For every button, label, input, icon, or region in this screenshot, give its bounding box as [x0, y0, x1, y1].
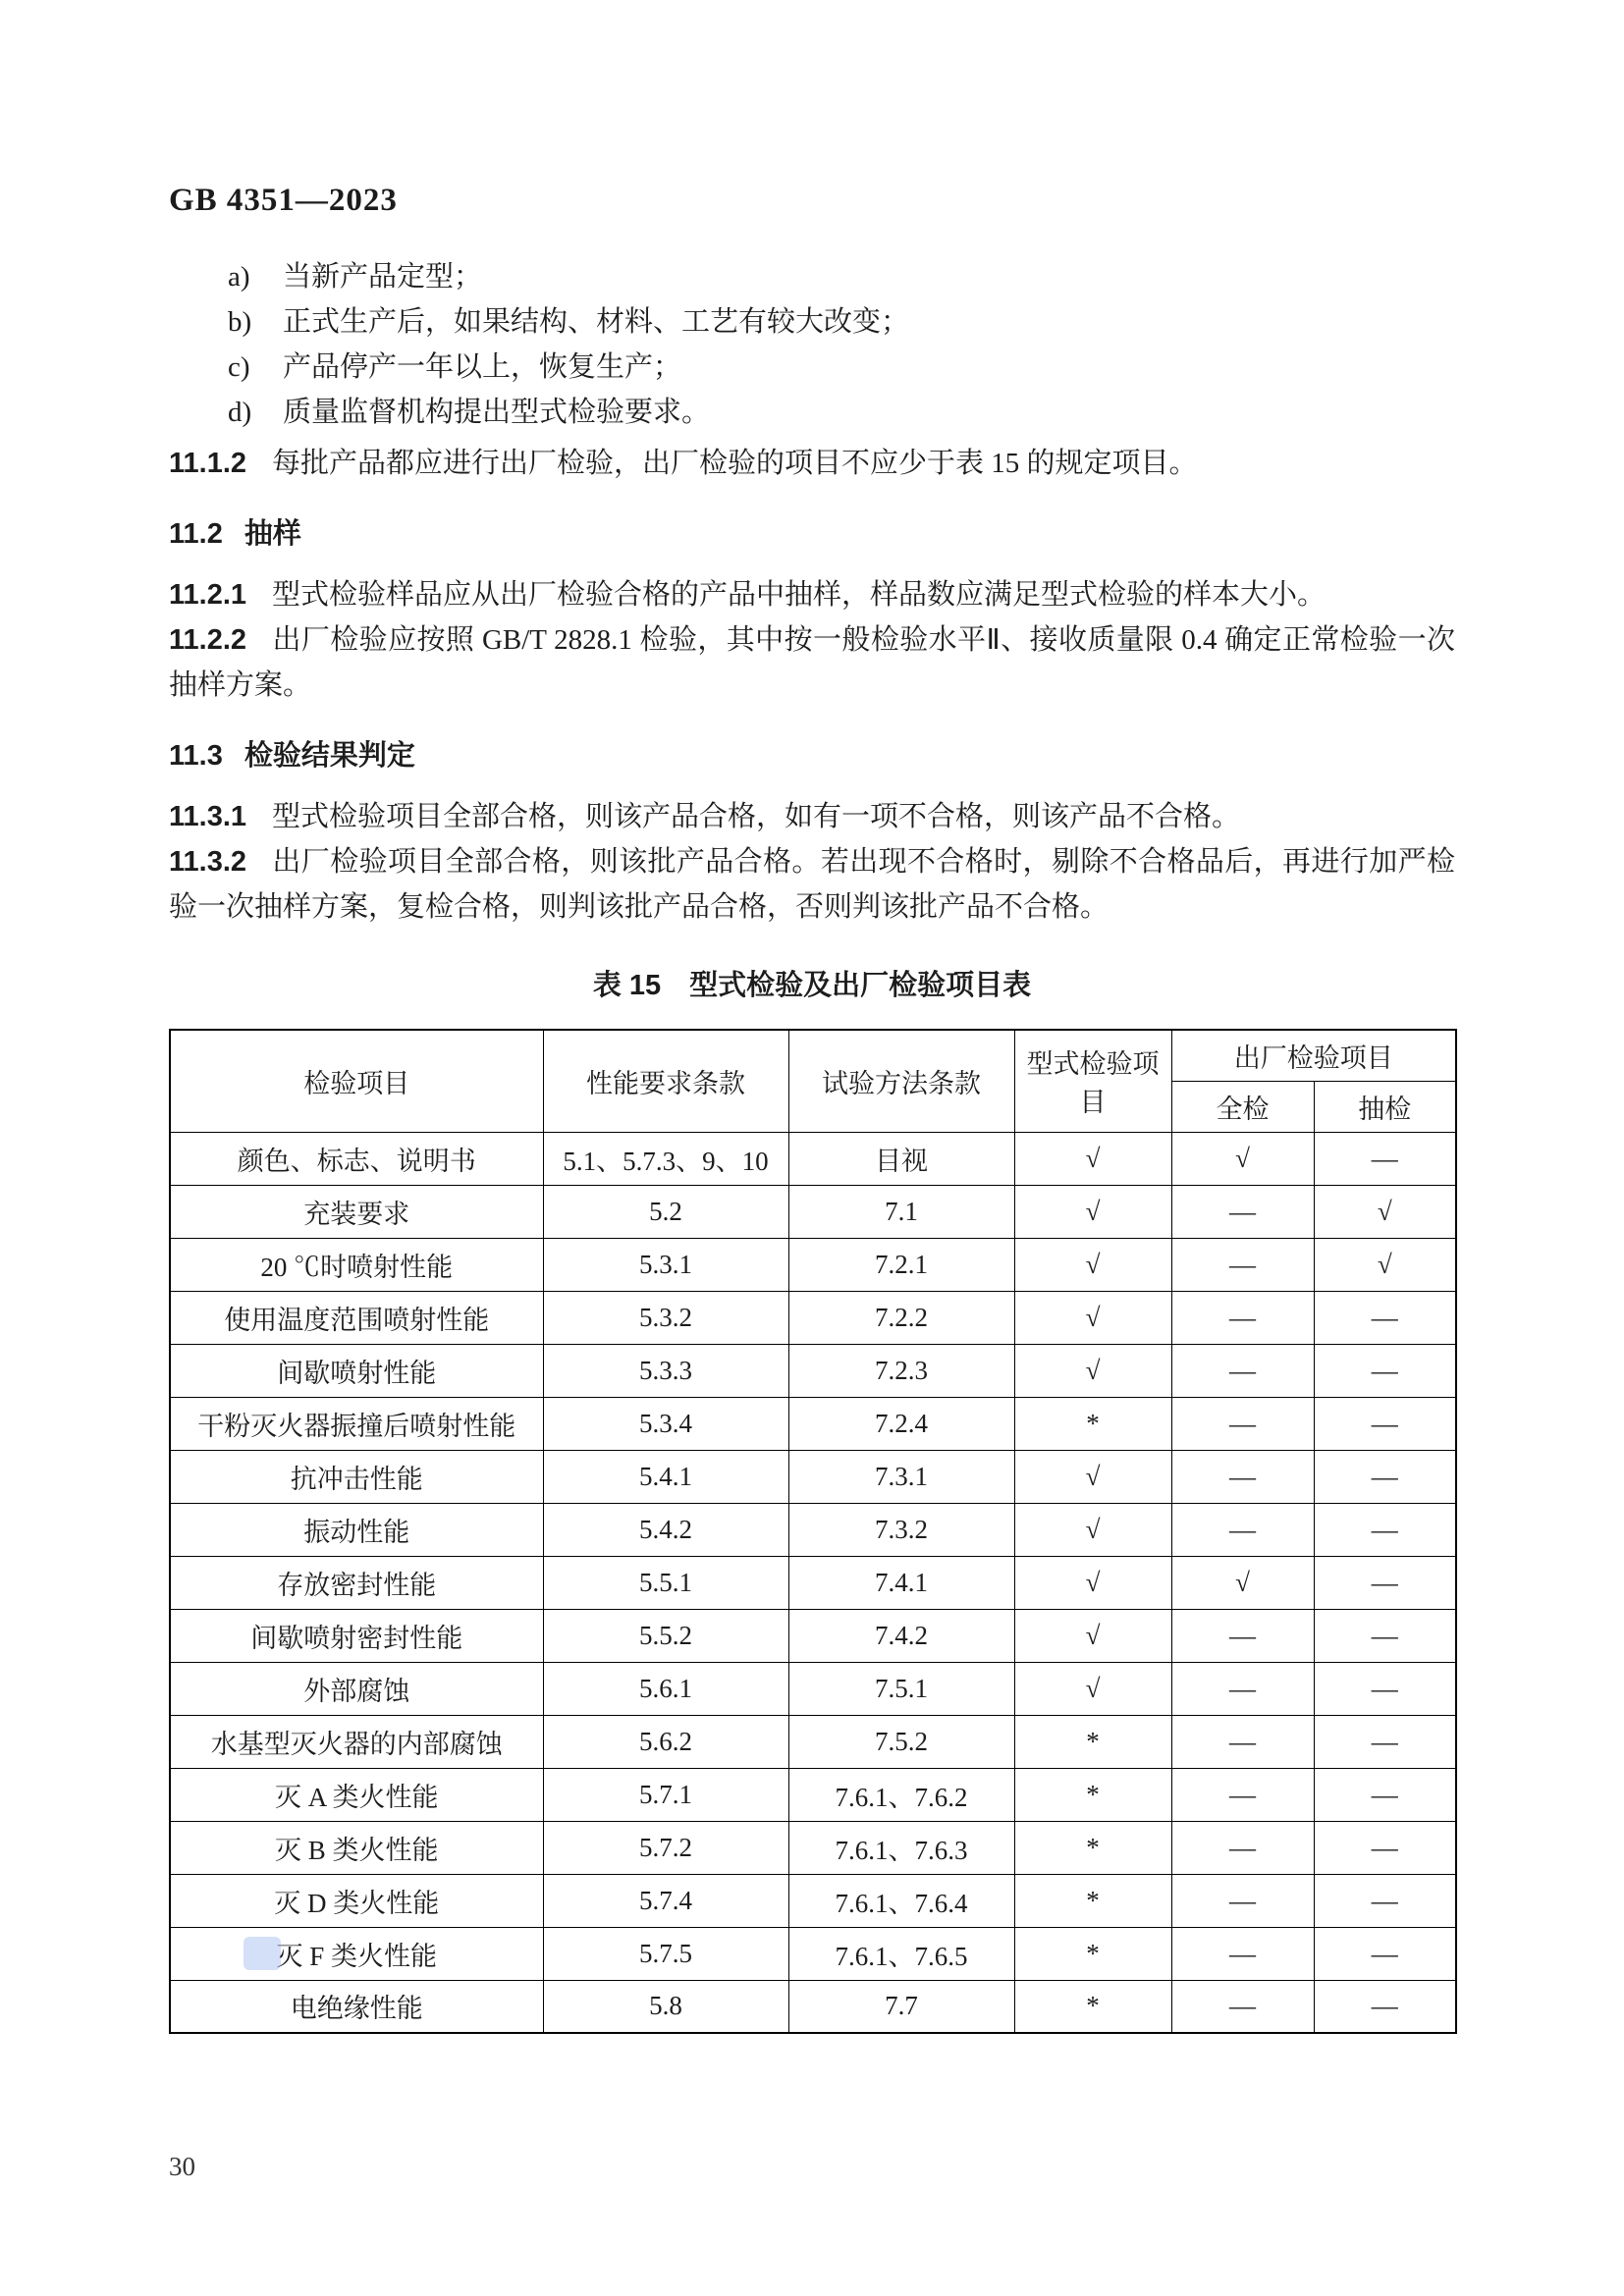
inspection-item-cell: 振动性能 [170, 1503, 543, 1556]
col-header-sampling-check: 抽检 [1314, 1081, 1456, 1132]
clause-paragraph [169, 839, 1455, 930]
table-row [170, 1768, 1456, 1821]
table-row [170, 1132, 1456, 1185]
test-method-clause-cell: 7.4.1 [788, 1556, 1014, 1609]
inspection-item-cell: 灭 D 类火性能 [170, 1874, 543, 1927]
full-check-cell: — [1171, 1768, 1314, 1821]
table-row [170, 1556, 1456, 1609]
clause-number: 11.3.2 [169, 846, 247, 878]
list-item-text: 质量监督机构提出型式检验要求。 [283, 397, 711, 428]
inspection-item-cell: 间歇喷射性能 [170, 1344, 543, 1397]
page-number: 30 [169, 2152, 195, 2181]
performance-clause-cell: 5.7.5 [543, 1927, 788, 1980]
table-row [170, 1185, 1456, 1238]
full-check-cell: — [1171, 1397, 1314, 1450]
table-row [170, 1238, 1456, 1291]
performance-clause-cell: 5.6.1 [543, 1662, 788, 1715]
table-header [170, 1030, 1456, 1132]
type-test-cell: √ [1014, 1344, 1171, 1397]
sampling-check-cell: — [1314, 1715, 1456, 1768]
full-check-cell: — [1171, 1662, 1314, 1715]
table-row [170, 1609, 1456, 1662]
type-test-cell: * [1014, 1768, 1171, 1821]
type-test-cell: √ [1014, 1291, 1171, 1344]
test-method-clause-cell: 7.2.4 [788, 1397, 1014, 1450]
table-row [170, 1874, 1456, 1927]
sampling-check-cell: — [1314, 1609, 1456, 1662]
performance-clause-cell: 5.7.2 [543, 1821, 788, 1874]
clause-number: 11.3.1 [169, 801, 247, 832]
performance-clause-cell: 5.4.1 [543, 1450, 788, 1503]
performance-clause-cell: 5.3.1 [543, 1238, 788, 1291]
sampling-check-cell: — [1314, 1662, 1456, 1715]
table-row [170, 1821, 1456, 1874]
clause-paragraph [169, 441, 1455, 486]
type-test-cell: * [1014, 1980, 1171, 2033]
clause-number: 11.2.2 [169, 624, 247, 656]
performance-clause-cell: 5.7.4 [543, 1874, 788, 1927]
performance-clause-cell: 5.8 [543, 1980, 788, 2033]
test-method-clause-cell: 7.4.2 [788, 1609, 1014, 1662]
inspection-item-cell: 水基型灭火器的内部腐蚀 [170, 1715, 543, 1768]
clause-number: 11.1.2 [169, 448, 247, 479]
test-method-clause-cell: 7.2.2 [788, 1291, 1014, 1344]
type-test-cell: * [1014, 1927, 1171, 1980]
clause-paragraph [169, 794, 1455, 839]
performance-clause-cell: 5.3.3 [543, 1344, 788, 1397]
sampling-check-cell: √ [1314, 1185, 1456, 1238]
performance-clause-cell: 5.5.1 [543, 1556, 788, 1609]
test-method-clause-cell: 7.6.1、7.6.2 [788, 1768, 1014, 1821]
type-test-cell: √ [1014, 1185, 1171, 1238]
clause-paragraph [169, 572, 1455, 617]
type-test-cell: √ [1014, 1450, 1171, 1503]
list-item [169, 254, 1455, 299]
col-header-inspection-item: 检验项目 [170, 1030, 543, 1132]
standard-number-header: GB 4351—2023 [169, 183, 398, 218]
full-check-cell: — [1171, 1609, 1314, 1662]
type-test-cell: * [1014, 1874, 1171, 1927]
inspection-item-cell: 间歇喷射密封性能 [170, 1609, 543, 1662]
list-marker: c) [228, 351, 250, 383]
full-check-cell: — [1171, 1874, 1314, 1927]
clause-text: 型式检验项目全部合格，则该产品合格，如有一项不合格，则该产品不合格。 [272, 801, 1241, 832]
test-method-clause-cell: 7.3.1 [788, 1450, 1014, 1503]
full-check-cell: — [1171, 1821, 1314, 1874]
sampling-check-cell: — [1314, 1344, 1456, 1397]
sampling-check-cell: — [1314, 1927, 1456, 1980]
sampling-check-cell: — [1314, 1503, 1456, 1556]
full-check-cell: — [1171, 1344, 1314, 1397]
clause-number: 11.2.1 [169, 579, 247, 611]
section-heading [169, 733, 1455, 778]
table-row [170, 1397, 1456, 1450]
table-row [170, 1503, 1456, 1556]
type-test-cell: √ [1014, 1556, 1171, 1609]
test-method-clause-cell: 目视 [788, 1132, 1014, 1185]
enumeration-list [169, 254, 1455, 435]
performance-clause-cell: 5.6.2 [543, 1715, 788, 1768]
full-check-cell: — [1171, 1238, 1314, 1291]
list-marker: d) [228, 397, 252, 428]
inspection-item-cell: 电绝缘性能 [170, 1980, 543, 2033]
section-heading [169, 511, 1455, 557]
performance-clause-cell: 5.3.2 [543, 1291, 788, 1344]
performance-clause-cell: 5.5.2 [543, 1609, 788, 1662]
full-check-cell: — [1171, 1503, 1314, 1556]
sampling-check-cell: — [1314, 1132, 1456, 1185]
list-item-text: 产品停产一年以上，恢复生产； [283, 351, 682, 383]
type-test-cell: √ [1014, 1609, 1171, 1662]
sampling-check-cell: — [1314, 1874, 1456, 1927]
sampling-check-cell: — [1314, 1821, 1456, 1874]
sampling-check-cell: — [1314, 1450, 1456, 1503]
table-body [170, 1132, 1456, 2033]
inspection-item-cell: 外部腐蚀 [170, 1662, 543, 1715]
test-method-clause-cell: 7.1 [788, 1185, 1014, 1238]
test-method-clause-cell: 7.6.1、7.6.3 [788, 1821, 1014, 1874]
full-check-cell: — [1171, 1715, 1314, 1768]
performance-clause-cell: 5.3.4 [543, 1397, 788, 1450]
sampling-check-cell: — [1314, 1556, 1456, 1609]
table-row [170, 1450, 1456, 1503]
table-row [170, 1715, 1456, 1768]
full-check-cell: — [1171, 1980, 1314, 2033]
clause-number: 11.3 [169, 740, 223, 772]
full-check-cell: — [1171, 1927, 1314, 1980]
inspection-item-cell: 颜色、标志、说明书 [170, 1132, 543, 1185]
test-method-clause-cell: 7.5.1 [788, 1662, 1014, 1715]
clause-text: 型式检验样品应从出厂检验合格的产品中抽样，样品数应满足型式检验的样本大小。 [272, 579, 1326, 611]
type-test-cell: * [1014, 1821, 1171, 1874]
inspection-item-cell: 抗冲击性能 [170, 1450, 543, 1503]
type-test-cell: * [1014, 1397, 1171, 1450]
test-method-clause-cell: 7.3.2 [788, 1503, 1014, 1556]
test-method-clause-cell: 7.2.1 [788, 1238, 1014, 1291]
type-test-cell: √ [1014, 1503, 1171, 1556]
performance-clause-cell: 5.4.2 [543, 1503, 788, 1556]
sampling-check-cell: — [1314, 1980, 1456, 2033]
col-header-full-check: 全检 [1171, 1081, 1314, 1132]
list-marker: a) [228, 261, 250, 293]
table-row [170, 1927, 1456, 1980]
full-check-cell: — [1171, 1450, 1314, 1503]
list-marker: b) [228, 306, 252, 338]
col-header-type-test: 型式检验项目 [1014, 1030, 1171, 1132]
test-method-clause-cell: 7.5.2 [788, 1715, 1014, 1768]
clause-text: 出厂检验项目全部合格，则该批产品合格。若出现不合格时，剔除不合格品后，再进行加严检验一次抽样方案，复检合格，则判该批产品合格，否则判该批产品不合格。 [169, 846, 1455, 923]
inspection-item-cell: 使用温度范围喷射性能 [170, 1291, 543, 1344]
inspection-item-cell: 灭 F 类火性能 [170, 1927, 543, 1980]
table-row [170, 1980, 1456, 2033]
full-check-cell: √ [1171, 1132, 1314, 1185]
table-row [170, 1662, 1456, 1715]
inspection-item-cell: 灭 A 类火性能 [170, 1768, 543, 1821]
clause-number: 11.2 [169, 518, 223, 550]
clause-text: 抽样 [244, 518, 301, 550]
test-method-clause-cell: 7.6.1、7.6.4 [788, 1874, 1014, 1927]
list-item [169, 345, 1455, 390]
inspection-item-cell: 存放密封性能 [170, 1556, 543, 1609]
inspection-item-cell: 干粉灭火器振撞后喷射性能 [170, 1397, 543, 1450]
type-test-cell: √ [1014, 1238, 1171, 1291]
list-item-text: 正式生产后，如果结构、材料、工艺有较大改变； [283, 306, 910, 338]
col-header-factory-test: 出厂检验项目 [1171, 1030, 1456, 1081]
clause-text: 出厂检验应按照 GB/T 2828.1 检验，其中按一般检验水平Ⅱ、接收质量限 0.4 确定正常检验一次抽样方案。 [169, 624, 1455, 701]
test-method-clause-cell: 7.6.1、7.6.5 [788, 1927, 1014, 1980]
clause-paragraph [169, 617, 1455, 708]
performance-clause-cell: 5.2 [543, 1185, 788, 1238]
full-check-cell: √ [1171, 1556, 1314, 1609]
inspection-item-cell: 充装要求 [170, 1185, 543, 1238]
full-check-cell: — [1171, 1291, 1314, 1344]
inspection-item-cell: 20 ℃时喷射性能 [170, 1238, 543, 1291]
clause-text: 检验结果判定 [244, 740, 415, 772]
clause-text: 每批产品都应进行出厂检验，出厂检验的项目不应少于表 15 的规定项目。 [272, 448, 1198, 479]
type-test-cell: √ [1014, 1132, 1171, 1185]
test-method-clause-cell: 7.7 [788, 1980, 1014, 2033]
sampling-check-cell: — [1314, 1768, 1456, 1821]
table-title: 表 15 型式检验及出厂检验项目表 [592, 970, 1032, 1001]
col-header-test-method-clause: 试验方法条款 [788, 1030, 1014, 1132]
test-method-clause-cell: 7.2.3 [788, 1344, 1014, 1397]
inspection-item-cell: 灭 B 类火性能 [170, 1821, 543, 1874]
sampling-check-cell: — [1314, 1291, 1456, 1344]
table-row [170, 1344, 1456, 1397]
list-item [169, 390, 1455, 435]
watermark-artifact [244, 1937, 281, 1970]
list-item-text: 当新产品定型； [283, 261, 483, 293]
list-item [169, 299, 1455, 345]
col-header-performance-clause: 性能要求条款 [543, 1030, 788, 1132]
type-test-cell: * [1014, 1715, 1171, 1768]
table-row [170, 1291, 1456, 1344]
sampling-check-cell: — [1314, 1397, 1456, 1450]
performance-clause-cell: 5.1、5.7.3、9、10 [543, 1132, 788, 1185]
full-check-cell: — [1171, 1185, 1314, 1238]
performance-clause-cell: 5.7.1 [543, 1768, 788, 1821]
sampling-check-cell: √ [1314, 1238, 1456, 1291]
type-test-cell: √ [1014, 1662, 1171, 1715]
inspection-table [169, 1029, 1457, 2034]
